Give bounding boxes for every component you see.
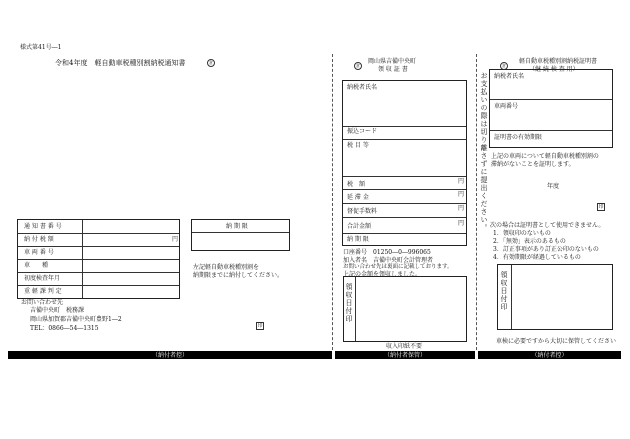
row-line: [343, 189, 466, 190]
row-line: [18, 246, 179, 247]
row-line: [18, 259, 179, 260]
row-line: [18, 233, 179, 234]
condition-item: 3．訂正事項があり訂正公印のないもの: [493, 246, 599, 253]
yen-unit: 円: [172, 236, 179, 243]
certificate-statement-1: 上記の車両について軽自動車税種別割の: [491, 153, 599, 160]
account-number: 口座番号 01250―0―996065: [343, 249, 431, 256]
tax-class-label: 重 軽 課 判 定: [24, 288, 62, 295]
condition-item: 2．「無効」表示のあるもの: [493, 238, 566, 245]
vehicle-number-label: 車 両 番 号: [24, 249, 54, 256]
certificate-title-line2: （継 続 検 査 用）: [529, 66, 579, 73]
yen-unit: 円: [458, 178, 465, 185]
late-fee-label: 延 滞 金: [347, 194, 369, 201]
payment-note-1: 左記軽自動車税種別割を: [193, 264, 260, 271]
tax-amount-label: 納 付 税 額: [24, 236, 54, 243]
receipt-due-label: 納 期 限: [347, 236, 369, 243]
row-line: [343, 139, 466, 140]
contact-address: 岡山県加賀郡吉備中央町豊野1―2: [30, 316, 122, 323]
reminder-fee-label: 督促手数料: [347, 208, 378, 215]
payee-name: 加入者名 吉備中央町会計管理者: [343, 257, 434, 264]
condition-item: 4．有効期限が経過しているもの: [493, 254, 581, 261]
row-line: [490, 99, 612, 100]
contact-office: 吉備中央町 税務課: [30, 307, 85, 314]
receipt-stamp-box: [343, 276, 467, 342]
account-code-label: 振込コード: [347, 128, 378, 135]
row-line: [343, 176, 466, 177]
total-label: 合計金額: [347, 223, 372, 230]
contact-tel: TEL：0866―54―1315: [30, 325, 99, 332]
cut-instruction: お支払いの際は切り離さずに提出ください。: [480, 72, 488, 232]
keep-note: 車検に必要ですから大切に保管してください: [496, 338, 617, 345]
certificate-statement-2: 滞納がないことを証明します。: [491, 161, 575, 168]
receipt-title-line2: 領 収 証 書: [378, 66, 408, 73]
yen-unit: 円: [458, 205, 465, 212]
vehicle-label: 車両番号: [494, 103, 519, 110]
condition-item: 1．領収印のないもの: [493, 230, 551, 237]
certificate-stamp-label: 領収日付印: [500, 271, 508, 311]
payment-note-2: 納期限までに納付してください。: [193, 272, 284, 279]
notice-number-label: 通 知 書 番 号: [24, 223, 62, 230]
receipt-instruction-1: お問い合わせ先は裏面に記載しております。: [343, 264, 453, 270]
footer-label-notice: （納付者控）: [151, 352, 188, 359]
footer-label-receipt: （納付者保管）: [383, 352, 426, 359]
row-line: [192, 232, 289, 233]
row-line: [343, 203, 466, 204]
certificate-seal-icon: 倉: [502, 63, 506, 68]
table-divider: [511, 265, 512, 329]
first-inspection-label: 初度検査年月: [24, 275, 61, 282]
vehicle-type-label: 車 種: [24, 262, 49, 269]
validity-label: 証明書の有効期限: [494, 134, 543, 141]
row-line: [343, 126, 466, 127]
receipt-table: [342, 80, 467, 246]
row-line: [18, 272, 179, 273]
row-line: [18, 285, 179, 286]
row-line: [343, 217, 466, 218]
form-number: 様式第41号―1: [20, 44, 62, 51]
stamp-duty-note: 収入印紙不要: [386, 343, 423, 350]
certificate-stamp-box: [497, 264, 613, 330]
receipt-stamp-label: 領収日付印: [345, 283, 353, 323]
notice-seal-icon: 倉: [209, 60, 213, 65]
notice-due-box: [191, 219, 290, 251]
footer-label-certificate: （納付者控）: [531, 352, 568, 359]
yen-unit: 円: [458, 191, 465, 198]
receipt-tax-label: 税 額: [347, 181, 366, 188]
certificate-payer-label: 納税者氏名: [494, 73, 525, 80]
conditions-heading: 次の場合は証明書として使用できません。: [490, 222, 605, 229]
cut-line: [332, 54, 333, 350]
cut-line: [476, 54, 477, 350]
receipt-payer-label: 納税者氏名: [347, 84, 378, 91]
row-line: [490, 130, 612, 131]
fiscal-year: 年度: [547, 183, 560, 190]
certificate-title-line1: 軽自動車税種別割納税証明書: [519, 58, 598, 65]
notice-title: 令和4年度 軽自動車税種別割納税通知書: [55, 59, 186, 67]
notice-due-label: 納 期 限: [226, 223, 248, 230]
contact-heading: お問い合わせ先: [21, 299, 64, 306]
row-line: [343, 233, 466, 234]
tax-subject-label: 税 目 等: [347, 142, 369, 149]
yen-unit: 円: [458, 220, 465, 227]
receipt-instruction-2: 上記の金額を領収しました。: [343, 271, 422, 278]
notice-info-table: [17, 219, 180, 299]
receipt-title-line1: 岡山県吉備中央町: [368, 58, 417, 65]
certificate-stamp-icon: 印: [598, 204, 604, 210]
receipt-seal-icon: 倉: [356, 63, 360, 68]
certificate-table: [489, 69, 613, 148]
notice-stamp-icon: 印: [257, 323, 263, 329]
table-divider: [355, 277, 356, 341]
